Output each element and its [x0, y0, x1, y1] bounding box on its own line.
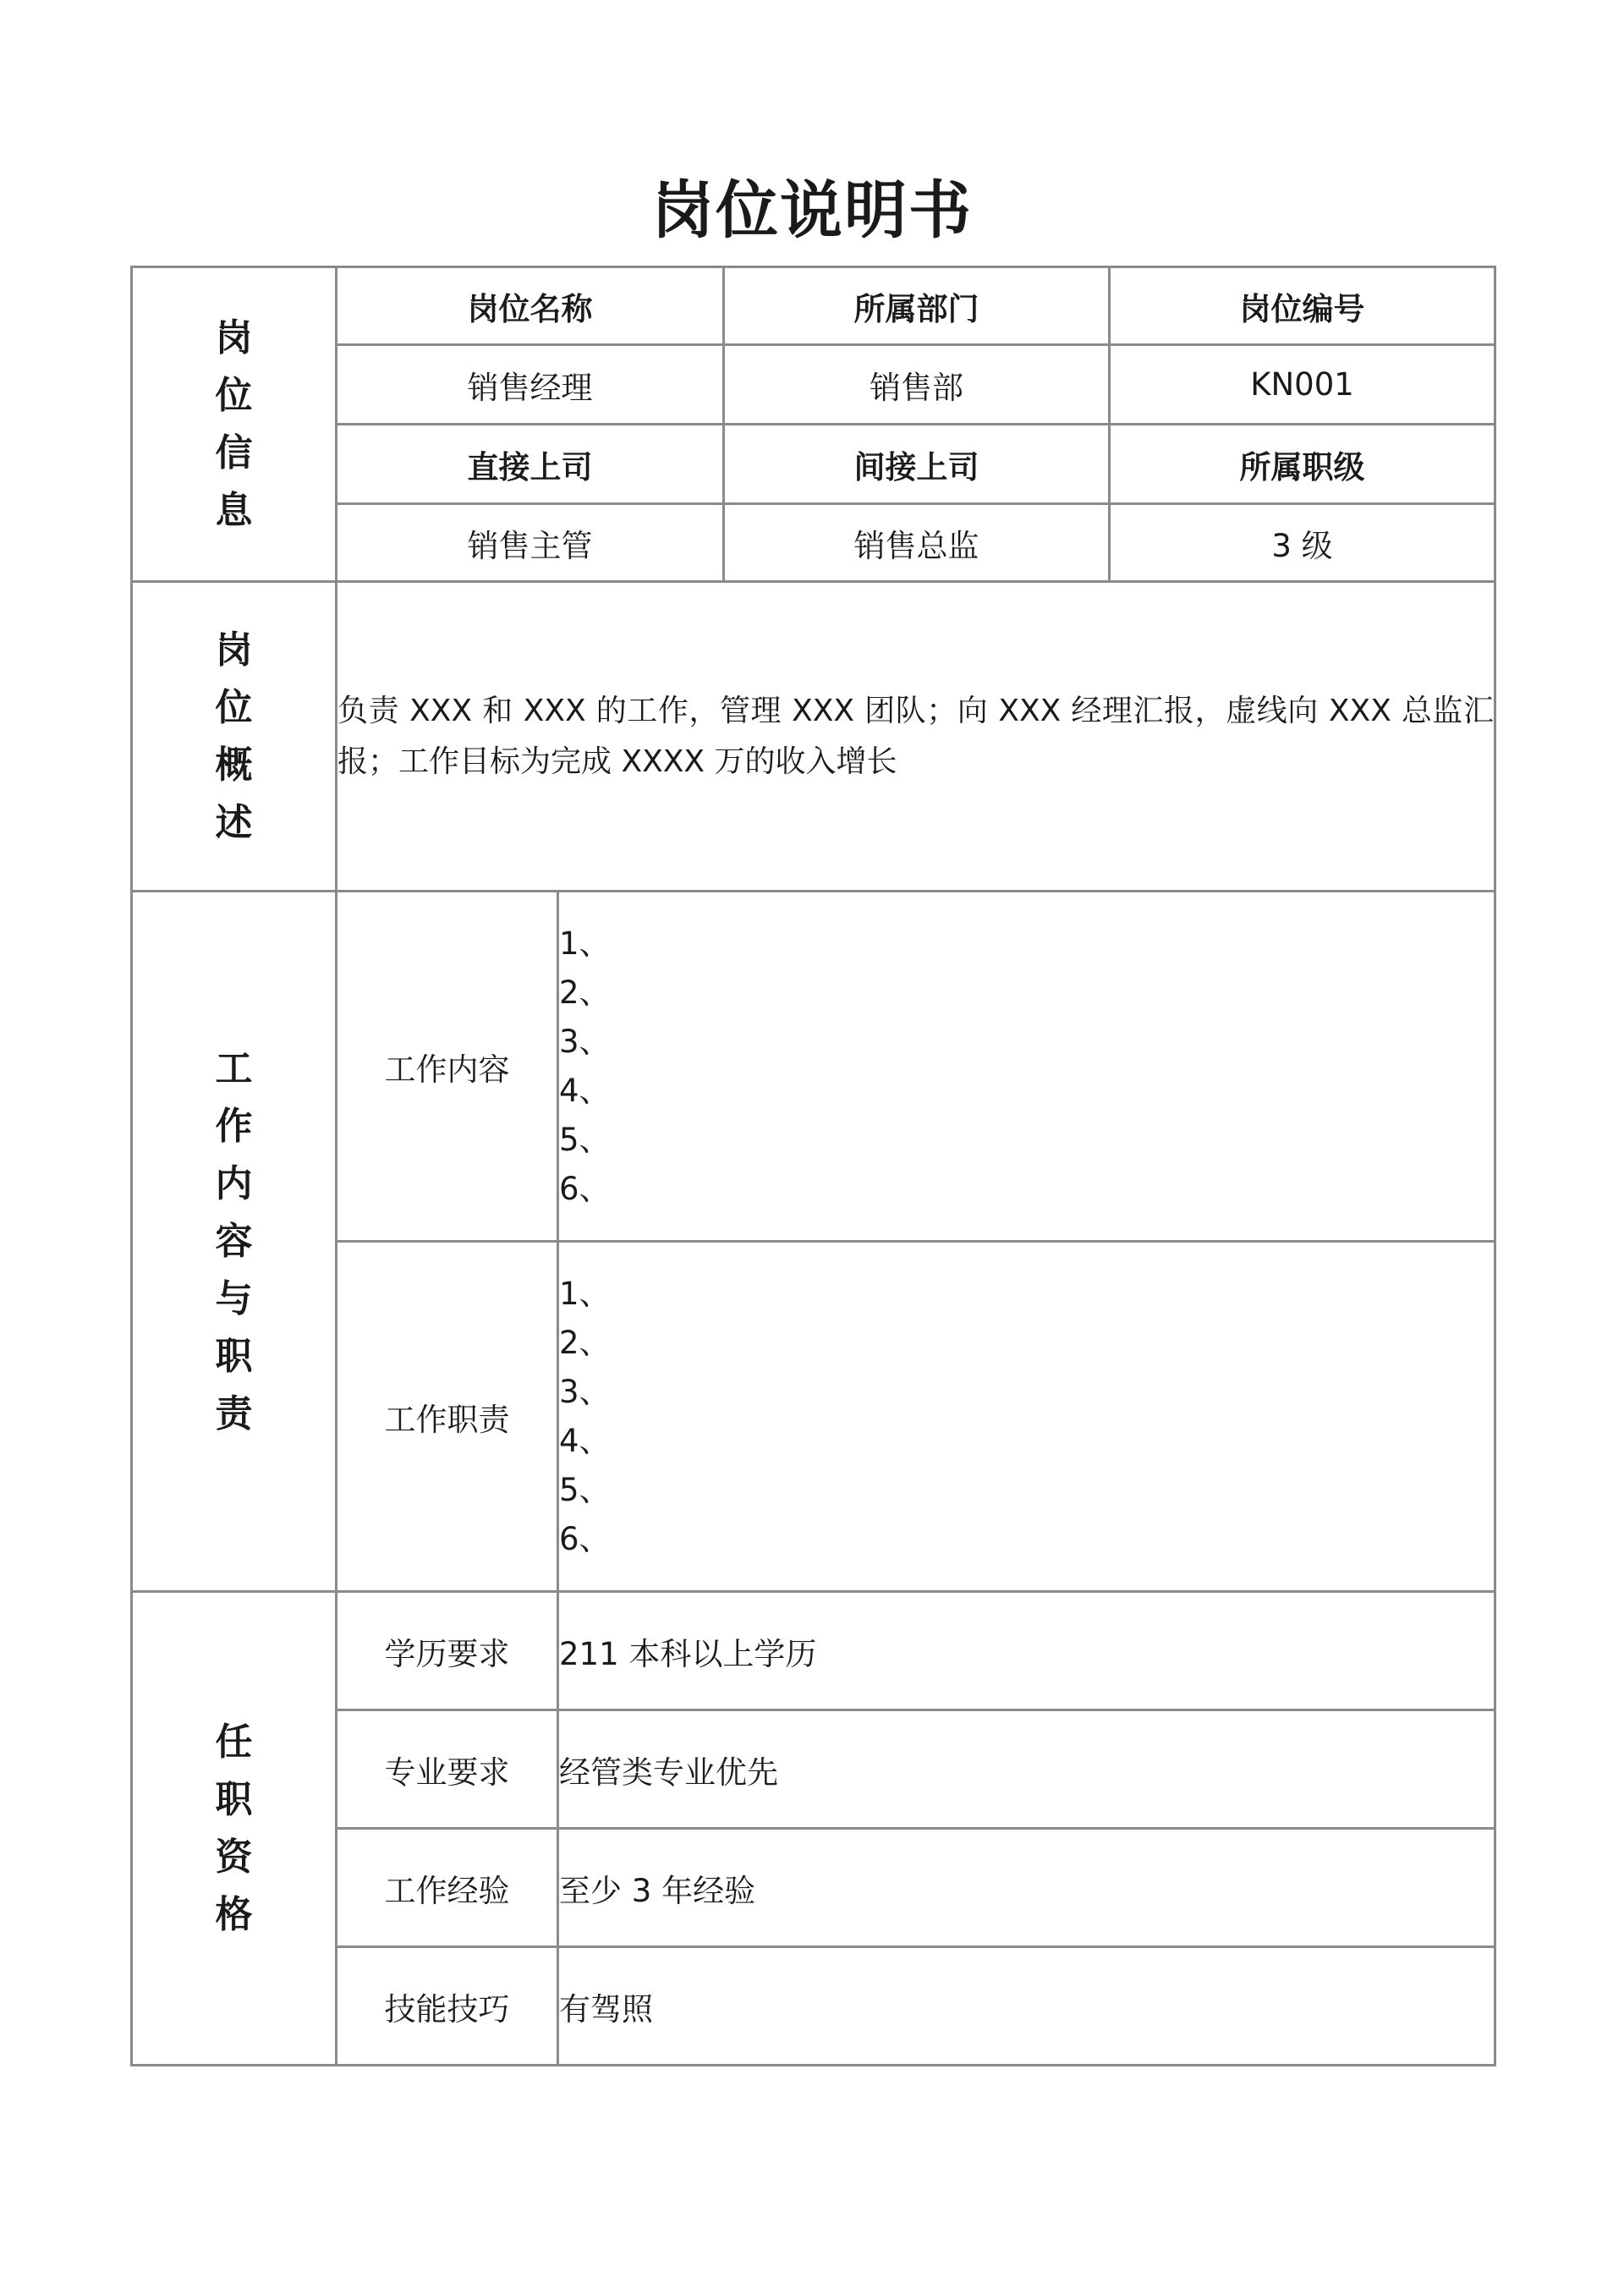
header-position-id: 岗位编号 — [1110, 267, 1495, 345]
section-char: 息 — [215, 488, 253, 532]
qualification-value: 至少 3 年经验 — [558, 1829, 1495, 1947]
header-direct-supervisor: 直接上司 — [337, 425, 724, 504]
section-char: 资 — [215, 1835, 253, 1879]
section-char: 概 — [215, 743, 253, 787]
section-char: 内 — [215, 1161, 253, 1205]
section-label-info — [132, 267, 337, 582]
header-job-level: 所属职级 — [1110, 425, 1495, 504]
qualification-label: 技能技巧 — [337, 1947, 558, 2066]
list-item: 1、 — [559, 1275, 611, 1312]
section-char: 信 — [215, 431, 253, 475]
job-description-table — [130, 266, 1496, 2066]
section-char: 容 — [215, 1219, 253, 1263]
value-department: 销售部 — [724, 345, 1110, 425]
section-char: 岗 — [215, 316, 253, 359]
document-title: 岗位说明书 — [651, 174, 973, 247]
qualification-value: 211 本科以上学历 — [558, 1592, 1495, 1710]
section-char: 格 — [215, 1892, 253, 1936]
value-indirect-supervisor: 销售总监 — [724, 504, 1110, 582]
section-label-duties — [132, 892, 337, 1592]
qualification-label: 专业要求 — [337, 1710, 558, 1829]
list-item: 6、 — [559, 1520, 611, 1557]
section-char: 工 — [215, 1046, 253, 1090]
responsibilities-label: 工作职责 — [337, 1242, 558, 1592]
responsibilities-list — [558, 1242, 1495, 1592]
list-item: 5、 — [559, 1121, 611, 1158]
value-direct-supervisor: 销售主管 — [337, 504, 724, 582]
section-char: 位 — [215, 685, 253, 729]
qualification-label: 学历要求 — [337, 1592, 558, 1710]
list-item: 2、 — [559, 1324, 611, 1361]
header-department: 所属部门 — [724, 267, 1110, 345]
section-char: 与 — [215, 1276, 253, 1320]
list-item: 4、 — [559, 1072, 611, 1109]
work-content-list — [558, 892, 1495, 1242]
list-item: 6、 — [559, 1170, 611, 1207]
qualification-value: 经管类专业优先 — [558, 1710, 1495, 1829]
value-position-name: 销售经理 — [337, 345, 724, 425]
list-item: 3、 — [559, 1023, 611, 1060]
section-char: 任 — [215, 1720, 253, 1764]
qualification-label: 工作经验 — [337, 1829, 558, 1947]
header-position-name: 岗位名称 — [337, 267, 724, 345]
section-label-summary — [132, 582, 337, 892]
summary-text: 负责 XXX 和 XXX 的工作，管理 XXX 团队；向 XXX 经理汇报，虚线向 XXX 总监汇报；工作目标为完成 XXXX 万的收入增长 — [337, 582, 1495, 892]
list-item: 4、 — [559, 1422, 611, 1459]
qualification-value: 有驾照 — [558, 1947, 1495, 2066]
value-position-id: KN001 — [1110, 345, 1495, 425]
section-char: 职 — [215, 1334, 253, 1378]
section-char: 述 — [215, 800, 253, 844]
section-char: 责 — [215, 1391, 253, 1435]
work-content-label: 工作内容 — [337, 892, 558, 1242]
section-label-qualifications — [132, 1592, 337, 2066]
list-item: 2、 — [559, 974, 611, 1011]
header-indirect-supervisor: 间接上司 — [724, 425, 1110, 504]
list-item: 3、 — [559, 1373, 611, 1410]
section-char: 岗 — [215, 628, 253, 672]
section-char: 位 — [215, 373, 253, 417]
list-item: 1、 — [559, 925, 611, 962]
value-job-level: 3 级 — [1110, 504, 1495, 582]
section-char: 职 — [215, 1777, 253, 1821]
section-char: 作 — [215, 1104, 253, 1148]
list-item: 5、 — [559, 1471, 611, 1508]
